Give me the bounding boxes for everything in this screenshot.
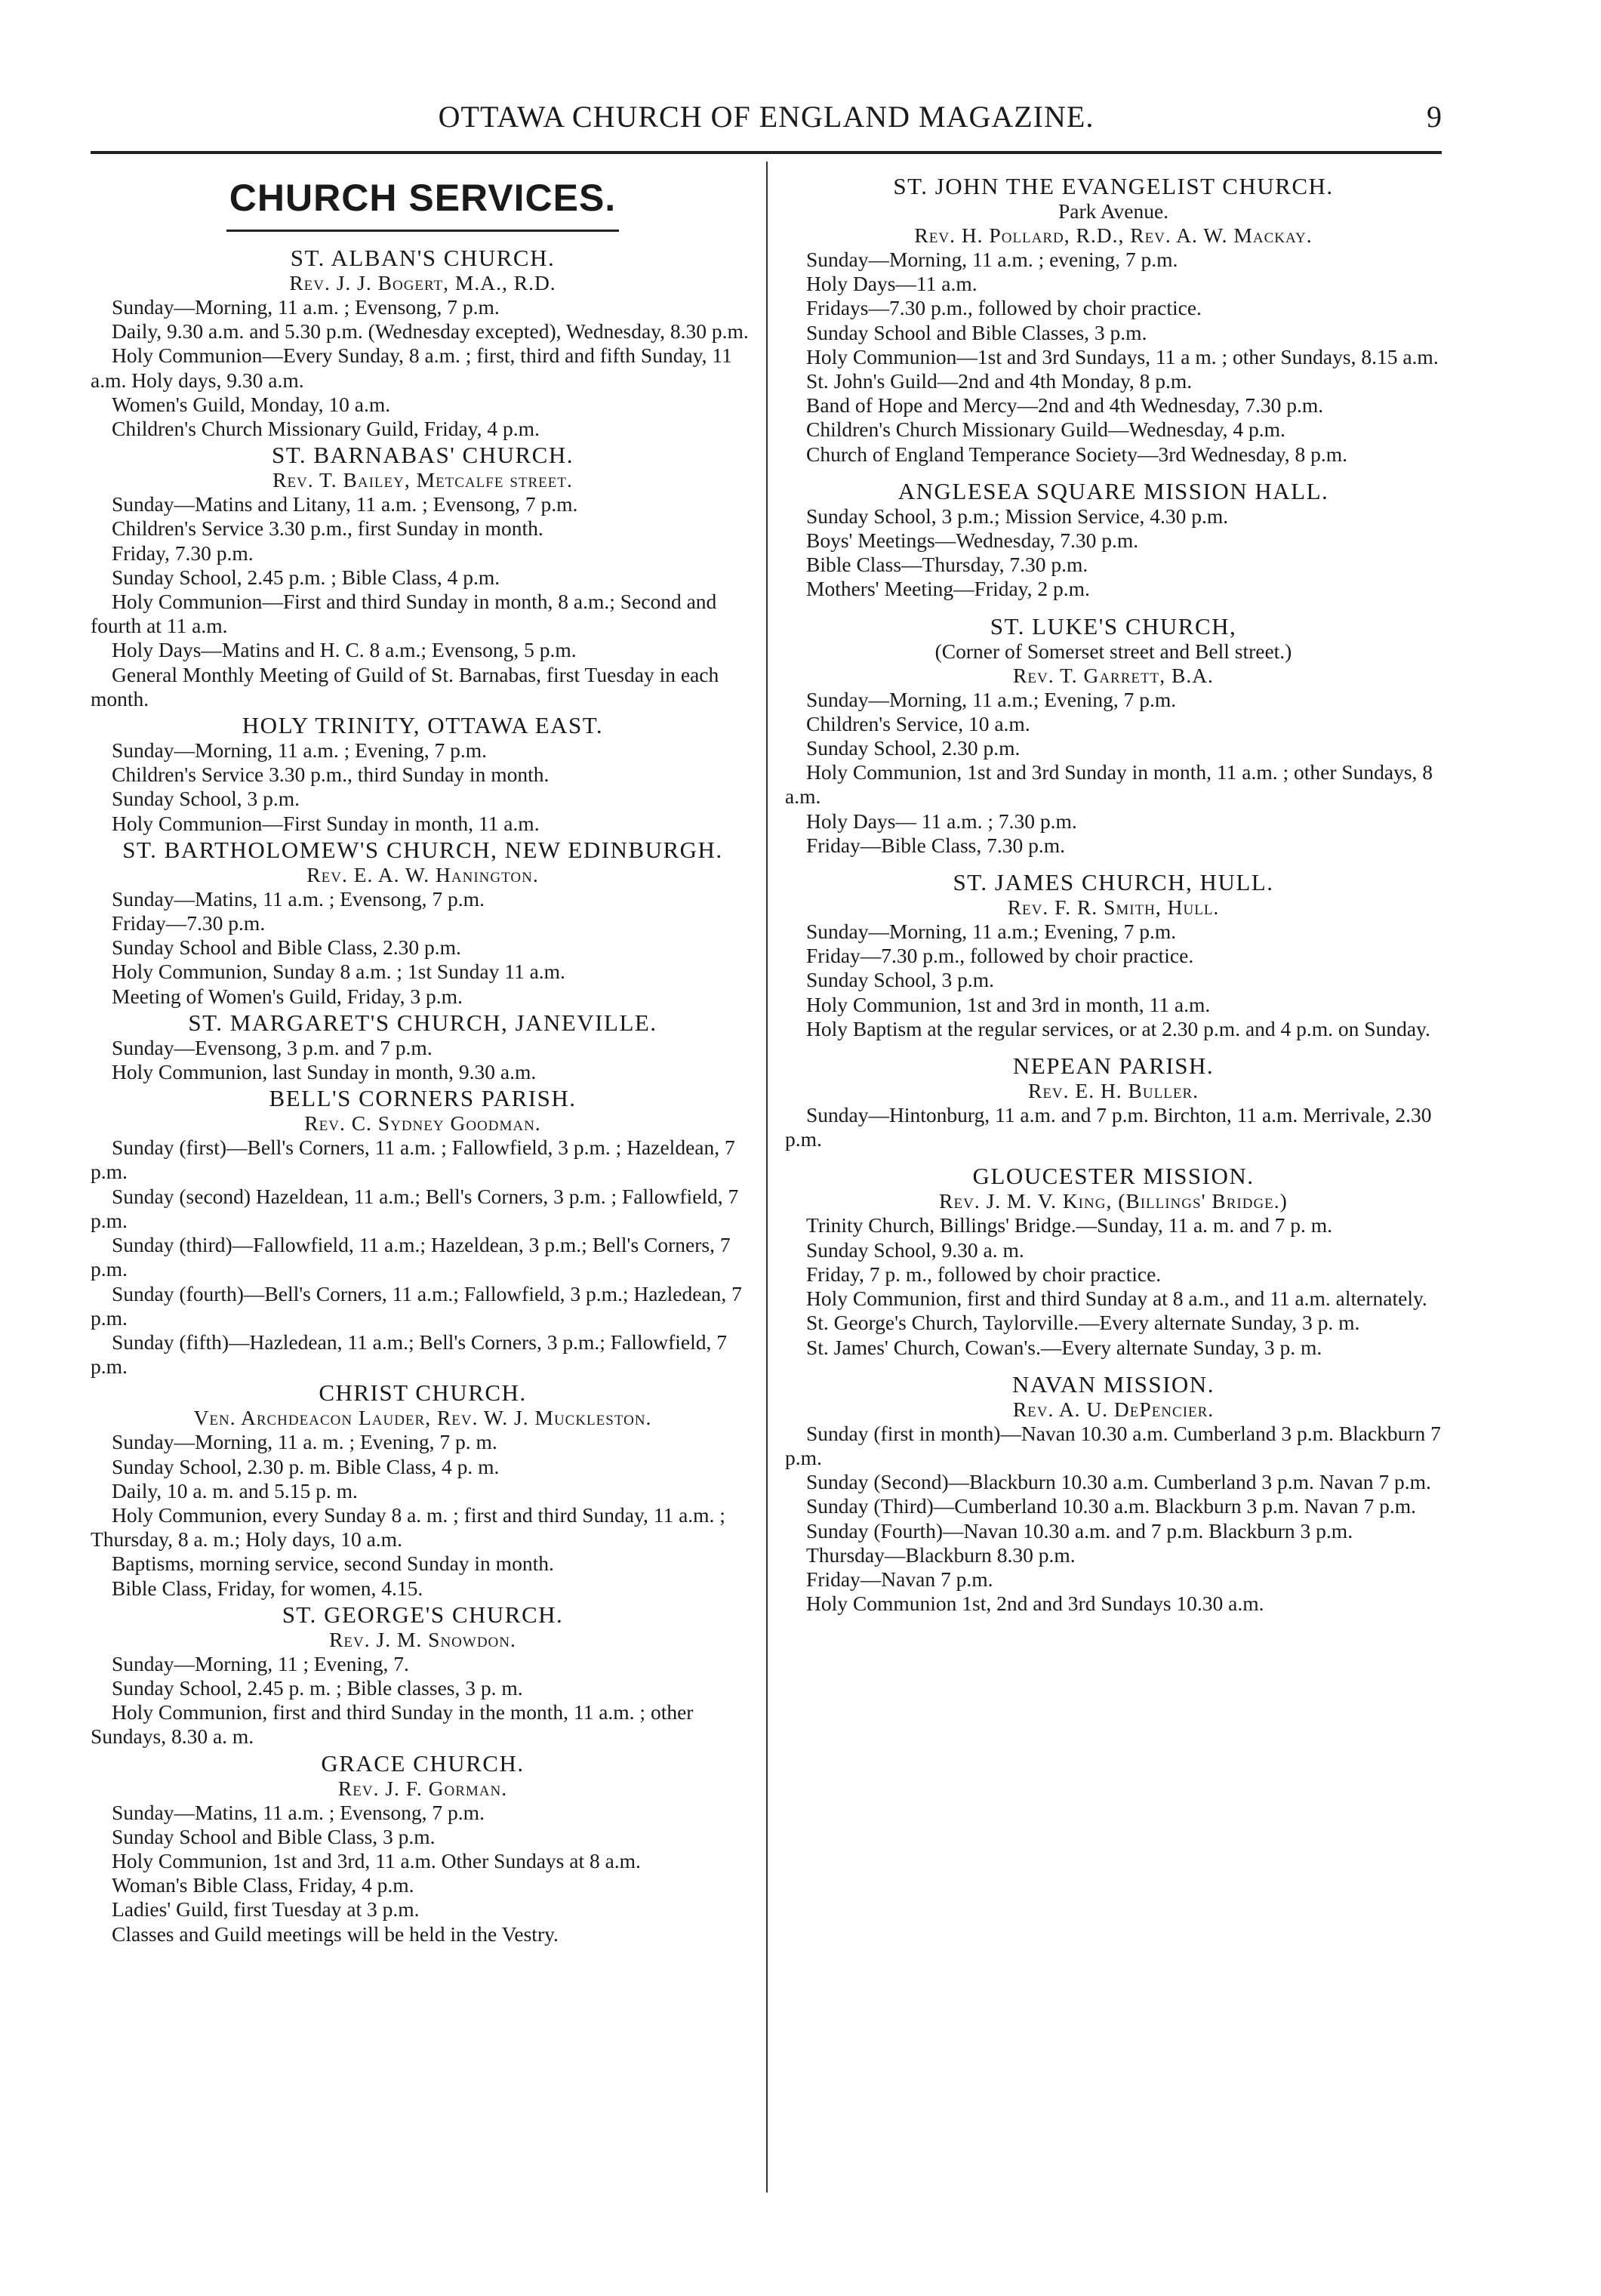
church-rector: Rev. J. M. V. King, (Billings' Bridge.) — [939, 1189, 1288, 1213]
church-rector: Rev. J. J. Bogert, M.A., R.D. — [289, 271, 556, 294]
service-line: St. James' Church, Cowan's.—Every alternate Sunday, 3 p. m. — [806, 1335, 1322, 1359]
spacer — [785, 858, 1442, 868]
service-line: Sunday School and Bible Classes, 3 p.m. — [806, 320, 1147, 344]
service-line: Sunday (Fourth)—Navan 10.30 a.m. and 7 p.m. Blackburn 3 p.m. — [806, 1518, 1353, 1542]
church-name: NEPEAN PARISH. — [1012, 1052, 1215, 1080]
church-rector: Rev. T. Bailey, Metcalfe street. — [272, 468, 573, 492]
service-line: Sunday (second) Hazeldean, 11 a.m.; Bell's Corners, 3 p.m. ; Fallowfield, 7 p.m. — [91, 1184, 739, 1232]
service-line: Holy Communion, 1st and 3rd, 11 a.m. Other Sundays at 8 a.m. — [112, 1848, 641, 1872]
service-line: Sunday—Morning, 11 a.m.; Evening, 7 p.m. — [806, 687, 1177, 711]
service-line: Holy Communion, 1st and 3rd in month, 11 a.m. — [806, 992, 1211, 1016]
church-rector: Rev. J. F. Gorman. — [337, 1776, 508, 1800]
service-line: Holy Communion, 1st and 3rd Sunday in month, 11 a.m. ; other Sundays, 8 a.m. — [785, 760, 1433, 809]
church-entry — [91, 1602, 755, 1749]
service-line: Holy Days—Matins and H. C. 8 a.m.; Evensong, 5 p.m. — [112, 638, 577, 662]
service-line: Holy Communion, Sunday 8 a.m. ; 1st Sunday 11 a.m. — [112, 960, 565, 984]
service-line: Sunday (fifth)—Hazledean, 11 a.m.; Bell's Corners, 3 p.m.; Fallowfield, 7 p.m. — [91, 1330, 728, 1379]
service-line: Sunday (Third)—Cumberland 10.30 a.m. Blackburn 3 p.m. Navan 7 p.m. — [806, 1494, 1417, 1518]
church-entry — [785, 467, 1442, 602]
church-entry — [785, 174, 1442, 467]
church-name: ST. LUKE'S CHURCH, — [990, 612, 1237, 639]
service-line: Sunday—Morning, 11 a.m.; Evening, 7 p.m. — [806, 920, 1177, 944]
header-rule — [91, 151, 1442, 154]
service-line: Holy Days—11 a.m. — [806, 272, 978, 296]
church-rector: Rev. A. U. DePencier. — [1012, 1397, 1215, 1421]
church-address: (Corner of Somerset street and Bell street.) — [934, 639, 1292, 663]
service-line: Sunday—Matins and Litany, 11 a.m. ; Evensong, 7 p.m. — [112, 492, 578, 516]
service-line: Sunday (Second)—Blackburn 10.30 a.m. Cumberland 3 p.m. Navan 7 p.m. — [806, 1470, 1431, 1494]
service-line: Sunday (first in month)—Navan 10.30 a.m. Cumberland 3 p.m. Blackburn 7 p.m. — [785, 1421, 1441, 1469]
service-line: Classes and Guild meetings will be held in the Vestry. — [112, 1922, 559, 1946]
service-line: General Monthly Meeting of Guild of St. Barnabas, first Tuesday in each month. — [91, 662, 719, 710]
church-address: Park Avenue. — [1058, 199, 1169, 223]
service-line: Bible Class, Friday, for women, 4.15. — [112, 1576, 423, 1600]
church-rector: Rev. H. Pollard, R.D., Rev. A. W. Mackay. — [914, 223, 1313, 247]
church-name: ANGLESEA SQUARE MISSION HALL. — [897, 477, 1329, 504]
service-line: Friday—7.30 p.m. — [112, 911, 266, 935]
church-entry — [785, 858, 1442, 1041]
service-line: Holy Communion—Every Sunday, 8 a.m. ; first, third and fifth Sunday, 11 a.m. Holy days, 9.30 a.m. — [91, 344, 732, 392]
church-name: CHRIST CHURCH. — [319, 1379, 527, 1407]
service-line: Boys' Meetings—Wednesday, 7.30 p.m. — [806, 529, 1139, 553]
church-rector: Rev. E. A. W. Hanington. — [306, 862, 539, 886]
church-entry — [91, 1010, 755, 1084]
church-entry — [91, 1086, 755, 1379]
service-line: Thursday—Blackburn 8.30 p.m. — [806, 1542, 1076, 1567]
spacer — [785, 467, 1442, 477]
service-line: St. John's Guild—2nd and 4th Monday, 8 p.m. — [806, 369, 1193, 393]
church-entry — [785, 1041, 1442, 1151]
service-line: Sunday—Morning, 11 ; Evening, 7. — [112, 1651, 409, 1675]
service-line: Sunday School, 9.30 a. m. — [806, 1237, 1024, 1262]
service-line: Sunday—Hintonburg, 11 a.m. and 7 p.m. Birchton, 11 a.m. Merrivale, 2.30 p.m. — [785, 1103, 1432, 1151]
service-line: Friday, 7.30 p.m. — [112, 541, 254, 565]
spacer — [785, 1041, 1442, 1052]
church-entry — [91, 442, 755, 711]
service-line: Band of Hope and Mercy—2nd and 4th Wednesday, 7.30 p.m. — [806, 393, 1324, 418]
church-entry — [91, 837, 755, 1009]
service-line: Fridays—7.30 p.m., followed by choir practice. — [806, 296, 1202, 320]
page-number: 9 — [1427, 100, 1442, 134]
church-name: ST. BARNABAS' CHURCH. — [272, 442, 574, 469]
service-line: Children's Service 3.30 p.m., first Sunday in month. — [112, 516, 543, 541]
service-line: Sunday (third)—Fallowfield, 11 a.m.; Hazeldean, 3 p.m.; Bell's Corners, 7 p.m. — [91, 1233, 731, 1281]
service-line: Friday—Bible Class, 7.30 p.m. — [806, 833, 1065, 857]
church-entry — [91, 1380, 755, 1600]
service-line: Holy Baptism at the regular services, or at 2.30 p.m. and 4 p.m. on Sunday. — [806, 1016, 1430, 1040]
service-line: Daily, 9.30 a.m. and 5.30 p.m. (Wednesday excepted), Wednesday, 8.30 p.m. — [112, 319, 749, 344]
service-line: Holy Days— 11 a.m. ; 7.30 p.m. — [806, 809, 1077, 833]
service-line: Sunday School, 3 p.m. — [112, 787, 300, 811]
church-name: HOLY TRINITY, OTTAWA EAST. — [242, 712, 604, 739]
service-line: Sunday School, 3 p.m. — [806, 968, 995, 992]
service-line: Friday, 7 p. m., followed by choir practice. — [806, 1262, 1162, 1286]
service-line: Sunday—Morning, 11 a.m. ; Evening, 7 p.m. — [112, 738, 488, 763]
service-line: Ladies' Guild, first Tuesday at 3 p.m. — [112, 1897, 420, 1922]
church-entry — [785, 602, 1442, 858]
service-line: Holy Communion—First Sunday in month, 11 a.m. — [112, 811, 540, 835]
church-rector: Rev. T. Garrett, B.A. — [1013, 663, 1214, 687]
service-line: Holy Communion—1st and 3rd Sundays, 11 a m. ; other Sundays, 8.15 a.m. — [806, 344, 1439, 368]
church-name: GRACE CHURCH. — [321, 1749, 525, 1777]
church-entry — [91, 245, 755, 441]
left-column — [91, 172, 755, 1946]
service-line: Sunday School and Bible Class, 2.30 p.m. — [112, 935, 461, 960]
service-line: Children's Church Missionary Guild—Wednesday, 4 p.m. — [806, 418, 1285, 442]
spacer — [785, 1360, 1442, 1370]
church-entry — [785, 1360, 1442, 1616]
service-line: Daily, 10 a. m. and 5.15 p. m. — [112, 1478, 358, 1502]
right-church-list — [785, 174, 1442, 1616]
church-rector: Rev. F. R. Smith, Hull. — [1007, 895, 1220, 920]
service-line: Friday—Navan 7 p.m. — [806, 1567, 993, 1591]
service-line: Holy Communion, every Sunday 8 a. m. ; first and third Sunday, 11 a.m. ; Thursday, 8 a. m.; Holy days, 10 a.m. — [91, 1502, 725, 1552]
service-line: Holy Communion 1st, 2nd and 3rd Sundays 10.30 a.m. — [806, 1592, 1264, 1616]
church-name: ST. JAMES CHURCH, HULL. — [953, 869, 1274, 896]
church-name: BELL'S CORNERS PARISH. — [269, 1085, 577, 1112]
service-line: Friday—7.30 p.m., followed by choir practice. — [806, 944, 1194, 968]
column-divider — [766, 162, 768, 2193]
service-line: Holy Communion—First and third Sunday in month, 8 a.m.; Second and fourth at 11 a.m. — [91, 590, 717, 638]
church-rector: Rev. E. H. Buller. — [1027, 1079, 1199, 1103]
spacer — [785, 1151, 1442, 1162]
service-line: Bible Class—Thursday, 7.30 p.m. — [806, 553, 1088, 577]
church-name: ST. BARTHOLOMEW'S CHURCH, NEW EDINBURGH. — [122, 836, 723, 863]
church-entry — [785, 1151, 1442, 1359]
church-rector: Rev. C. Sydney Goodman. — [304, 1111, 541, 1136]
right-column — [785, 172, 1442, 1616]
service-line: Sunday—Matins, 11 a.m. ; Evensong, 7 p.m. — [112, 1800, 485, 1824]
service-line: Holy Communion, first and third Sunday in the month, 11 a.m. ; other Sundays, 8.30 a. m. — [91, 1700, 694, 1749]
service-line: Sunday—Morning, 11 a. m. ; Evening, 7 p. m. — [112, 1430, 497, 1454]
church-entry — [91, 1751, 755, 1946]
service-line: Sunday School, 3 p.m.; Mission Service, 4.30 p.m. — [806, 504, 1229, 528]
service-line: Woman's Bible Class, Friday, 4 p.m. — [112, 1873, 414, 1897]
church-name: ST. GEORGE'S CHURCH. — [282, 1601, 564, 1628]
service-line: Sunday School, 2.30 p.m. — [806, 736, 1021, 760]
church-name: GLOUCESTER MISSION. — [972, 1163, 1255, 1190]
service-line: St. George's Church, Taylorville.—Every alternate Sunday, 3 p. m. — [806, 1311, 1360, 1335]
section-title: CHURCH SERVICES. — [229, 177, 617, 219]
service-line: Sunday—Evensong, 3 p.m. and 7 p.m. — [112, 1035, 433, 1059]
service-line: Children's Church Missionary Guild, Friday, 4 p.m. — [112, 417, 540, 441]
service-line: Sunday School, 2.30 p. m. Bible Class, 4 p. m. — [112, 1454, 500, 1478]
service-line: Sunday (first)—Bell's Corners, 11 a.m. ; Fallowfield, 3 p.m. ; Hazeldean, 7 p.m. — [91, 1136, 735, 1184]
service-line: Sunday (fourth)—Bell's Corners, 11 a.m.; Fallowfield, 3 p.m.; Hazledean, 7 p.m. — [91, 1281, 742, 1330]
service-line: Trinity Church, Billings' Bridge.—Sunday, 11 a. m. and 7 p. m. — [806, 1213, 1333, 1237]
service-line: Children's Service 3.30 p.m., third Sunday in month. — [112, 763, 550, 787]
service-line: Sunday—Morning, 11 a.m. ; evening, 7 p.m. — [806, 248, 1178, 271]
service-line: Mothers' Meeting—Friday, 2 p.m. — [806, 577, 1090, 601]
service-line: Holy Communion, last Sunday in month, 9.30 a.m. — [112, 1060, 537, 1084]
service-line: Church of England Temperance Society—3rd Wednesday, 8 p.m. — [806, 442, 1348, 466]
service-line: Sunday—Morning, 11 a.m. ; Evensong, 7 p.m. — [112, 295, 500, 319]
service-line: Meeting of Women's Guild, Friday, 3 p.m. — [112, 984, 463, 1008]
church-rector: Ven. Archdeacon Lauder, Rev. W. J. Muckleston. — [193, 1406, 652, 1430]
service-line: Women's Guild, Monday, 10 a.m. — [112, 392, 391, 416]
section-rule — [226, 230, 619, 232]
church-name: ST. ALBAN'S CHURCH. — [290, 245, 556, 271]
service-line: Baptisms, morning service, second Sunday in month. — [112, 1552, 554, 1576]
service-line: Children's Service, 10 a.m. — [806, 711, 1030, 735]
service-line: Sunday School, 2.45 p. m. ; Bible classes, 3 p. m. — [112, 1675, 523, 1700]
spacer — [785, 602, 1442, 612]
service-line: Sunday School and Bible Class, 3 p.m. — [112, 1824, 436, 1848]
church-name: NAVAN MISSION. — [1012, 1370, 1215, 1398]
service-line: Holy Communion, first and third Sunday at 8 a.m., and 11 a.m. alternately. — [806, 1287, 1427, 1311]
church-entry — [91, 713, 755, 836]
page-header — [91, 98, 1442, 143]
left-church-list — [91, 245, 755, 1946]
magazine-title: OTTAWA CHURCH OF ENGLAND MAGAZINE. — [438, 100, 1095, 134]
service-line: Sunday—Matins, 11 a.m. ; Evensong, 7 p.m. — [112, 886, 485, 911]
church-rector: Rev. J. M. Snowdon. — [329, 1627, 516, 1651]
service-line: Sunday School, 2.45 p.m. ; Bible Class, 4 p.m. — [112, 565, 500, 589]
church-name: ST. JOHN THE EVANGELIST CHURCH. — [893, 173, 1334, 199]
church-name: ST. MARGARET'S CHURCH, JANEVILLE. — [188, 1009, 657, 1036]
